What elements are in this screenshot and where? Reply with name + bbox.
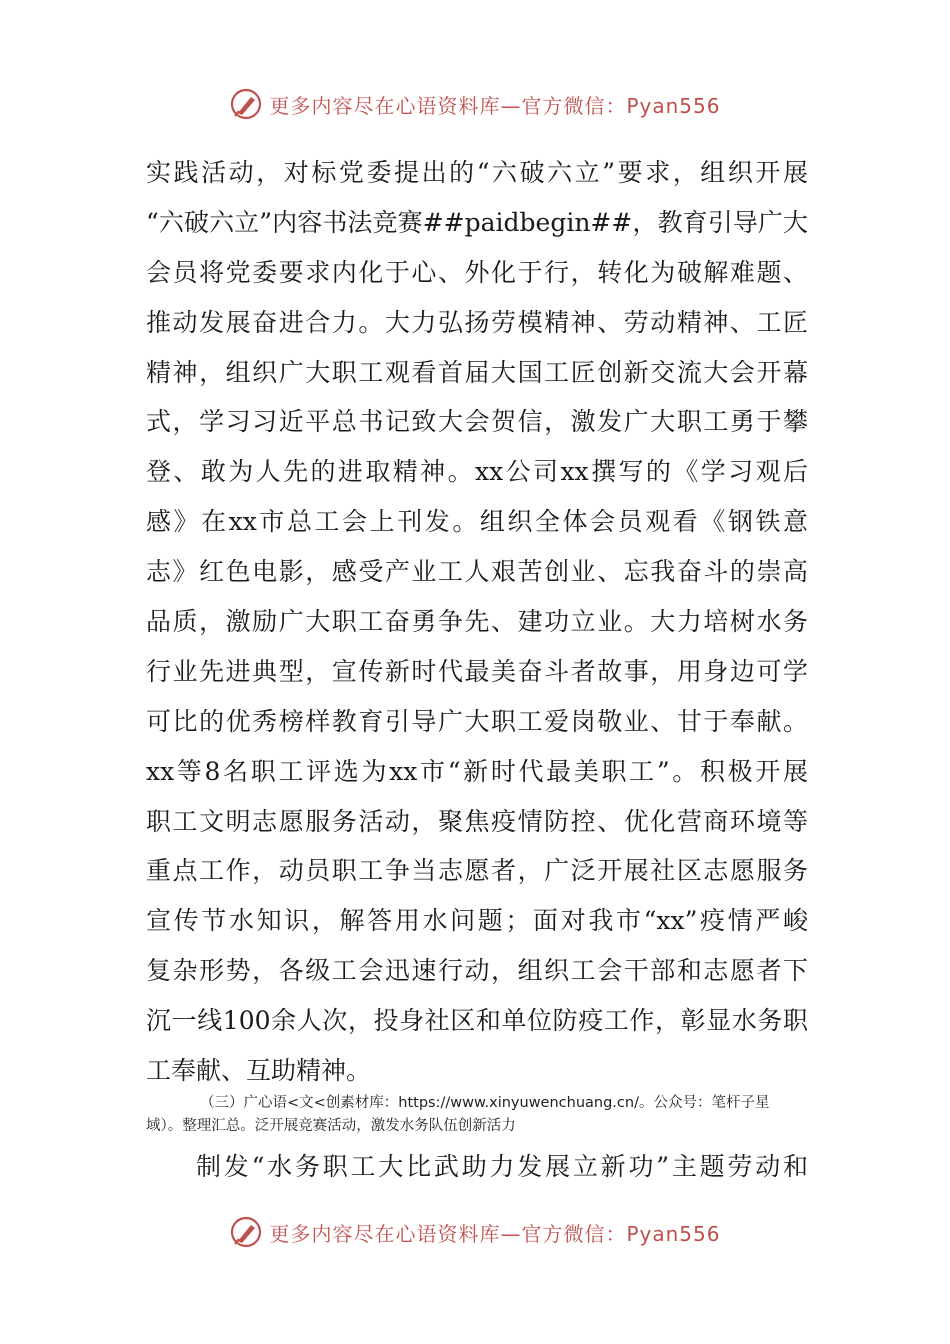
- body-line: 沉一线100余人次，投身社区和单位防疫工作，彰显水务职: [146, 1006, 808, 1036]
- header-banner: [0, 84, 950, 124]
- banner-text: 更多内容尽在心语资料库—官方微信：Pyan556: [269, 93, 721, 118]
- body-line: 式，学习习近平总书记致大会贺信，激发广大职工勇于攀: [146, 407, 808, 437]
- body-line: 复杂形势，各级工会迅速行动，组织工会干部和志愿者下: [146, 956, 808, 986]
- body-line: 工奉献、互助精神。: [146, 1056, 372, 1086]
- pen-nib-icon: [229, 1215, 263, 1249]
- body-line: 会员将党委要求内化于心、外化于行，转化为破解难题、: [146, 257, 808, 287]
- body-line: 重点工作，动员职工争当志愿者，广泛开展社区志愿服务: [146, 856, 808, 886]
- body-line: 可比的优秀榜样教育引导广大职工爱岗敬业、甘于奉献。: [146, 706, 808, 736]
- body-line: 推动发展奋进合力。大力弘扬劳模精神、劳动精神、工匠: [146, 307, 808, 337]
- section-heading: [146, 1092, 808, 1138]
- body-line: 精神，组织广大职工观看首届大国工匠创新交流大会开幕: [146, 357, 808, 387]
- continuation-paragraph: 制发“水务职工大比武助力发展立新功”主题劳动和: [196, 1152, 808, 1181]
- body-line: 感》在xx市总工会上刊发。组织全体会员观看《钢铁意: [146, 507, 808, 537]
- body-line: 志》红色电影，感受产业工人艰苦创业、忘我奋斗的崇高: [146, 557, 808, 587]
- body-line: 职工文明志愿服务活动，聚焦疫情防控、优化营商环境等: [146, 806, 808, 836]
- body-line: 品质，激励广大职工奋勇争先、建功立业。大力培树水务: [146, 607, 808, 637]
- pen-nib-icon: [229, 87, 263, 121]
- body-line: 实践活动，对标党委提出的“六破六立”要求，组织开展: [146, 158, 808, 187]
- section-heading-line: 域）。整理汇总。泛开展竞赛活动，激发水务队伍创新活力: [146, 1118, 516, 1134]
- body-line: 登、敢为人先的进取精神。xx公司xx撰写的《学习观后: [146, 457, 808, 487]
- body-line: “六破六立”内容书法竞赛##paidbegin##，教育引导广大: [146, 207, 808, 237]
- body-line: xx等8名职工评选为xx市“新时代最美职工”。积极开展: [146, 756, 808, 786]
- banner-text: 更多内容尽在心语资料库—官方微信：Pyan556: [269, 1221, 721, 1246]
- body-line: 宣传节水知识，解答用水问题；面对我市“xx”疫情严峻: [146, 906, 808, 936]
- footer-banner: [0, 1212, 950, 1252]
- body-line: 行业先进典型，宣传新时代最美奋斗者故事，用身边可学: [146, 656, 808, 686]
- section-heading-line: （三）广心语<文<创素材库：https://www.xinyuwenchuang.cn/。公众号：笔杆子星: [200, 1095, 770, 1111]
- body-paragraph: [146, 148, 808, 1096]
